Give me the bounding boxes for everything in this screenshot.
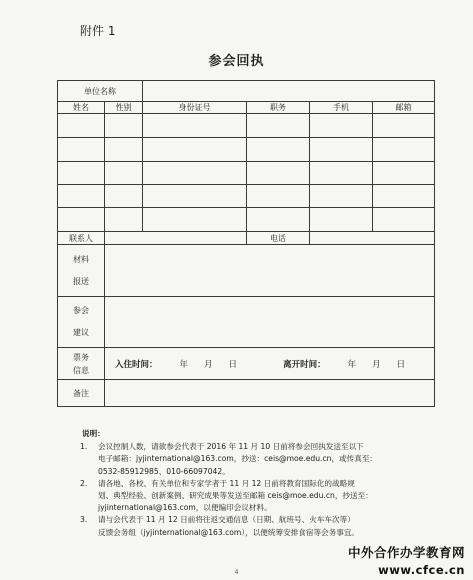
contact-row [58, 232, 435, 245]
remarks-row [58, 380, 435, 407]
watermark-name: 中外合作办学教育网 [347, 545, 465, 560]
instructions-section [80, 428, 440, 539]
instruction-item [80, 441, 440, 478]
suggestion-field[interactable] [105, 297, 435, 348]
instruction-item [80, 478, 440, 515]
name-cell[interactable] [58, 162, 105, 185]
phone-label: 电话 [247, 232, 310, 245]
instruction-number: 3. [80, 515, 88, 525]
mobile-cell[interactable] [310, 185, 373, 208]
id-cell[interactable] [143, 138, 247, 162]
unit-name-row [58, 81, 435, 102]
col-id-header: 身份证号 [143, 102, 247, 114]
registration-form-table [57, 80, 435, 407]
id-cell[interactable] [143, 114, 247, 138]
instruction-line: 请各地、各校、有关单位和专家学者于 11 月 12 日前将教育国际化的战略规 [98, 478, 355, 488]
departure-month: 月 [372, 359, 381, 370]
ticket-label: 票务 信息 [58, 348, 105, 380]
gender-cell[interactable] [105, 114, 143, 138]
name-cell[interactable] [58, 114, 105, 138]
contact-label: 联系人 [58, 232, 105, 245]
attendee-row [58, 114, 435, 138]
position-cell[interactable] [247, 114, 310, 138]
mobile-cell[interactable] [310, 208, 373, 232]
id-cell[interactable] [143, 162, 247, 185]
departure-day: 日 [396, 359, 406, 370]
instruction-line: 电子邮箱：jyjinternational@163.com，抄送：ceis@moe.edu.cn，或传真至： [98, 454, 378, 464]
attendee-row [58, 162, 435, 185]
gender-cell[interactable] [105, 162, 143, 185]
ticket-row [58, 348, 435, 380]
id-cell[interactable] [143, 208, 247, 232]
arrival-year: 年 [179, 359, 189, 370]
arrival-day: 日 [228, 359, 238, 370]
attendee-row [58, 185, 435, 208]
name-cell[interactable] [58, 138, 105, 162]
suggestion-row [58, 297, 435, 348]
gender-cell[interactable] [105, 185, 143, 208]
header-row [58, 102, 435, 114]
name-cell[interactable] [58, 185, 105, 208]
ticket-field[interactable] [105, 348, 435, 380]
col-name-header: 姓名 [58, 102, 105, 114]
instruction-number: 1. [80, 442, 88, 452]
departure-year: 年 [347, 359, 357, 370]
instruction-line: jyjinternational@163.com，以便编印会议材料。 [98, 503, 272, 513]
position-cell[interactable] [247, 208, 310, 232]
gender-cell[interactable] [105, 208, 143, 232]
phone-field[interactable] [310, 232, 435, 245]
attendee-row [58, 138, 435, 162]
col-position-header: 职务 [247, 102, 310, 114]
materials-row [58, 245, 435, 297]
id-cell[interactable] [143, 185, 247, 208]
attendee-row [58, 208, 435, 232]
col-gender-header: 性别 [105, 102, 143, 114]
email-cell[interactable] [373, 138, 435, 162]
position-cell[interactable] [247, 185, 310, 208]
position-cell[interactable] [247, 162, 310, 185]
remarks-label: 备注 [58, 380, 105, 407]
unit-name-label: 单位名称 [58, 81, 143, 102]
email-cell[interactable] [373, 185, 435, 208]
page-number: 4 [234, 569, 239, 576]
instruction-line: 会议控制人数，请欲参会代表于 2016 年 11 月 10 日前将参会回执发送至以下 [98, 442, 364, 452]
position-cell[interactable] [247, 138, 310, 162]
mobile-cell[interactable] [310, 138, 373, 162]
watermark-url: www.cfce.cn [378, 563, 465, 577]
arrival-month: 月 [204, 359, 213, 370]
instructions-title: 说明： [82, 429, 105, 438]
suggestion-label: 参会 建议 [58, 297, 105, 348]
col-mobile-header: 手机 [310, 102, 373, 114]
remarks-field[interactable] [105, 380, 435, 407]
instruction-number: 2. [80, 478, 88, 488]
schedule-line [107, 358, 432, 370]
instruction-line: 划、典型经验、创新案例、研究成果等发送至邮箱 ceis@moe.edu.cn，抄送至： [98, 491, 373, 501]
email-cell[interactable] [373, 162, 435, 185]
contact-field[interactable] [105, 232, 247, 245]
page-title: 参会回执 [208, 54, 265, 69]
instruction-line: 0532-85912985、010-66097042。 [98, 466, 230, 476]
departure-label: 离开时间： [283, 359, 326, 370]
instruction-line: 反馈会务组（jyjinternational@163.com），以便统筹安排食宿等会务事宜。 [98, 527, 360, 537]
instruction-item [80, 514, 440, 538]
materials-label: 材料 报送 [58, 245, 105, 297]
col-email-header: 邮箱 [373, 102, 435, 114]
instruction-line: 请与会代表于 11 月 12 日前将往返交通信息（日期、航班号、火车车次等） [98, 515, 355, 525]
email-cell[interactable] [373, 208, 435, 232]
attachment-label: 附件 1 [80, 24, 116, 38]
mobile-cell[interactable] [310, 162, 373, 185]
unit-name-field[interactable] [143, 81, 435, 102]
gender-cell[interactable] [105, 138, 143, 162]
mobile-cell[interactable] [310, 114, 373, 138]
materials-field[interactable] [105, 245, 435, 297]
email-cell[interactable] [373, 114, 435, 138]
name-cell[interactable] [58, 208, 105, 232]
arrival-label: 入住时间： [115, 359, 158, 370]
